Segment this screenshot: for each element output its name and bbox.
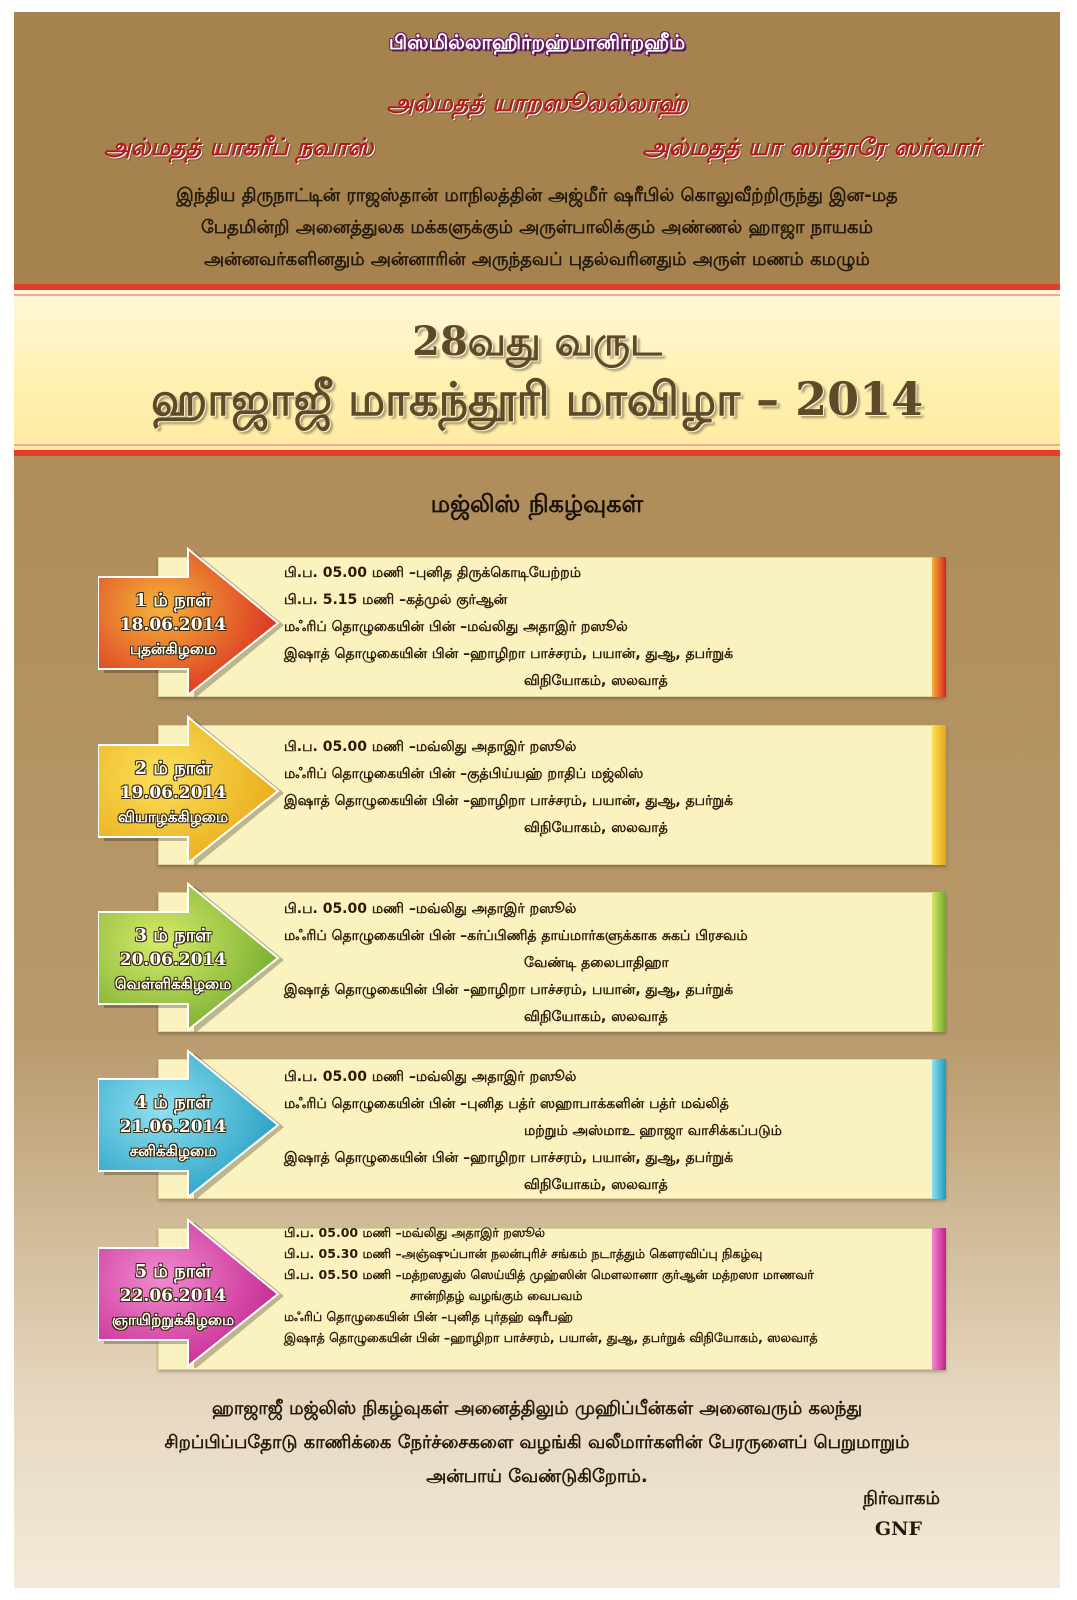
day-date: 19.06.2014 [119, 783, 227, 803]
event-time [284, 815, 524, 842]
event-list [284, 1064, 916, 1199]
day-weekday: ஞாயிற்றுக்கிழமை [111, 1311, 235, 1329]
event-time: மஃரிப் தொழுகையின் பின் – [284, 1309, 448, 1324]
event-row [284, 1285, 916, 1306]
day-number: 1 ம் நாள் [134, 590, 212, 611]
event-description: ஹாழிறா பாச்சரம், பயான், துஆ, தபர்றுக் [470, 646, 734, 662]
event-time: மஃரிப் தொழுகையின் பின் – [284, 766, 468, 782]
event-row [284, 923, 916, 950]
section-heading: மஜ்லிஸ் நிகழ்வுகள் [430, 490, 644, 518]
event-row [284, 668, 916, 695]
event-time: இஷாத் தொழுகையின் பின் – [284, 982, 471, 998]
day-number: 2 ம் நாள் [134, 758, 212, 779]
event-description: ஹாழிறா பாச்சரம், பயான், துஆ, தபர்றுக் விநியோகம், ஸலவாத் [450, 1330, 818, 1345]
day-date: 21.06.2014 [119, 1117, 227, 1137]
event-row [284, 1264, 916, 1285]
event-row [284, 641, 916, 668]
event-description: மவ்லிது அதாஇர் றஸூல் [415, 1069, 577, 1085]
madad-left: அல்மதத் யாகரீப் நவாஸ் [104, 132, 374, 161]
day-card [98, 1218, 946, 1370]
event-description: மவ்லிது அதாஇர் றஸூல் [415, 739, 577, 755]
day-card [98, 1049, 946, 1199]
event-row [284, 1222, 916, 1243]
event-list [284, 896, 916, 1031]
event-title-line2: ஹாஜாஜீ மாகந்தூரி மாவிழா – 2014 [150, 372, 924, 426]
event-description: விநியோகம், ஸலவாத் [524, 820, 668, 836]
event-time: மஃரிப் தொழுகையின் பின் – [284, 619, 468, 635]
event-description: ஹாழிறா பாச்சரம், பயான், துஆ, தபர்றுக் [470, 1150, 734, 1166]
day-label [98, 1260, 248, 1332]
event-row [284, 1243, 916, 1264]
event-time: இஷாத் தொழுகையின் பின் – [284, 646, 471, 662]
event-row [284, 1327, 916, 1348]
event-time: பி.ப. 5.15 மணி – [284, 592, 407, 608]
day-card [98, 715, 946, 865]
event-time [284, 1004, 524, 1031]
event-description: அஞ்ஷுப்பான் நலன்புரிச் சங்கம் நடாத்தும் கௌரவிப்பு நிகழ்வு [401, 1246, 763, 1261]
signature-label: நிர்வாகம் [863, 1488, 940, 1509]
bismillah-heading: பிஸ்மில்லாஹிர்றஹ்மானிர்றஹீம் [388, 30, 686, 54]
footer-text [54, 1392, 1020, 1494]
event-row [284, 614, 916, 641]
day-weekday: புதன்கிழமை [129, 640, 217, 658]
intro-line: இந்திய திருநாட்டின் ராஜஸ்தான் மாநிலத்தின் அஜ்மீர் ஷரீபில் கொலுவீற்றிருந்து இன-மத [176, 185, 898, 206]
day-number: 4 ம் நாள் [134, 1092, 212, 1113]
day-number: 5 ம் நாள் [134, 1261, 212, 1282]
event-time [284, 1118, 524, 1145]
event-description: விநியோகம், ஸலவாத் [524, 673, 668, 689]
event-description: மவ்லிது அதாஇர் றஸூல் [415, 901, 577, 917]
day-date: 18.06.2014 [119, 615, 227, 635]
event-row [284, 761, 916, 788]
header-band [14, 12, 1060, 292]
event-description: ஹாழிறா பாச்சரம், பயான், துஆ, தபர்றுக் [470, 793, 734, 809]
day-date: 22.06.2014 [119, 1286, 227, 1306]
event-time: பி.ப. 05.00 மணி – [284, 565, 416, 581]
event-time: பி.ப. 05.00 மணி – [284, 901, 416, 917]
panel-edge-stripe [932, 725, 946, 865]
event-row [284, 1064, 916, 1091]
day-number: 3 ம் நாள் [134, 925, 212, 946]
event-time: பி.ப. 05.00 மணி – [284, 1069, 416, 1085]
event-row [284, 977, 916, 1004]
day-weekday: சனிக்கிழமை [129, 1142, 217, 1160]
day-card [98, 882, 946, 1032]
event-list [284, 560, 916, 695]
event-time [284, 668, 524, 695]
event-time: பி.ப. 05.00 மணி – [284, 1225, 402, 1240]
day-label [98, 1091, 248, 1163]
event-time: மஃரிப் தொழுகையின் பின் – [284, 1096, 468, 1112]
event-list [284, 734, 916, 842]
title-band [14, 284, 1060, 456]
event-description: ஹாழிறா பாச்சரம், பயான், துஆ, தபர்றுக் [470, 982, 734, 998]
event-time [284, 1285, 410, 1306]
event-description: குத்பிய்யஹ் றாதிப் மஜ்லிஸ் [467, 766, 644, 782]
footer-line: சிறப்பிப்பதோடு காணிக்கை நேர்ச்சைகளை வழங்கி வலீமார்களின் பேரருளைப் பெறுமாறும் [164, 1432, 910, 1453]
event-description: கத்முல் குர்ஆன் [406, 592, 508, 608]
event-row [284, 734, 916, 761]
event-time: மஃரிப் தொழுகையின் பின் – [284, 928, 468, 944]
madad-center: அல்மதத் யாறஸூலல்லாஹ் [386, 88, 688, 117]
event-row [284, 560, 916, 587]
event-row [284, 950, 916, 977]
footer-line: அன்பாய் வேண்டுகிறோம். [426, 1466, 648, 1487]
day-label [98, 589, 248, 661]
event-description: விநியோகம், ஸலவாத் [524, 1177, 668, 1193]
event-description: சான்றிதழ் வழங்கும் வைபவம் [410, 1288, 583, 1303]
day-label [98, 924, 248, 996]
event-row [284, 1306, 916, 1327]
event-description: புனித புர்தஹ் ஷரீபஹ் [447, 1309, 573, 1324]
madad-right: அல்மதத் யா ஸர்தாரே ஸர்வார் [642, 132, 980, 161]
event-time [284, 950, 524, 977]
event-row [284, 1091, 916, 1118]
event-row [284, 1004, 916, 1031]
panel-edge-stripe [932, 557, 946, 697]
event-description: வேண்டி தலைபாதிஹா [524, 955, 669, 971]
day-label [98, 757, 248, 829]
event-time: பி.ப. 05.30 மணி – [284, 1246, 402, 1261]
event-time: பி.ப. 05.50 மணி – [284, 1267, 402, 1282]
day-weekday: வெள்ளிக்கிழமை [114, 975, 232, 993]
intro-text [54, 180, 1020, 276]
event-row [284, 1172, 916, 1199]
event-time [284, 1172, 524, 1199]
day-date: 20.06.2014 [119, 950, 227, 970]
intro-line: பேதமின்றி அனைத்துலக மக்களுக்கும் அருள்பாலிக்கும் அண்ணல் ஹாஜா நாயகம் [200, 217, 874, 238]
event-row [284, 587, 916, 614]
event-row [284, 1145, 916, 1172]
event-description: மத்றஸதுஸ் ஸெய்யித் முஹ்ஸின் மௌலானா குர்ஆன் மத்றஸா மாணவர் [401, 1267, 814, 1282]
event-title-line1: 28வது வருட [412, 318, 662, 365]
event-list [284, 1222, 916, 1348]
event-description: புனித பத்ர் ஸஹாபாக்களின் பத்ர் மவ்லித் [467, 1096, 729, 1112]
panel-edge-stripe [932, 1059, 946, 1199]
event-row [284, 815, 916, 842]
day-card [98, 547, 946, 697]
day-weekday: வியாழக்கிழமை [117, 808, 229, 826]
organization-name: GNF [874, 1518, 922, 1540]
event-row [284, 896, 916, 923]
event-time: இஷாத் தொழுகையின் பின் – [284, 793, 471, 809]
panel-edge-stripe [932, 892, 946, 1032]
event-description: கர்ப்பிணித் தாய்மார்களுக்காக சுகப் பிரசவம் [467, 928, 748, 944]
event-time: பி.ப. 05.00 மணி – [284, 739, 416, 755]
event-description: மவ்லிது அதாஇர் றஸூல் [467, 619, 628, 635]
event-row [284, 1118, 916, 1145]
event-description: மவ்லிது அதாஇர் றஸூல் [401, 1225, 546, 1240]
intro-line: அன்னவர்களினதும் அன்னாரின் அருந்தவப் புதல்வரினதும் அருள் மணம் கமழும் [204, 249, 870, 270]
event-time: இஷாத் தொழுகையின் பின் – [284, 1150, 471, 1166]
poster [14, 12, 1060, 1588]
footer-line: ஹாஜாஜீ மஜ்லிஸ் நிகழ்வுகள் அனைத்திலும் முஹிப்பீன்கள் அனைவரும் கலந்து [211, 1398, 863, 1419]
event-description: மற்றும் அஸ்மாஉ ஹாஜா வாசிக்கப்படும் [524, 1123, 782, 1139]
panel-edge-stripe [932, 1228, 946, 1370]
event-time: இஷாத் தொழுகையின் பின் – [284, 1330, 451, 1345]
event-description: புனித திருக்கொடியேற்றம் [415, 565, 581, 581]
event-description: விநியோகம், ஸலவாத் [524, 1009, 668, 1025]
event-row [284, 788, 916, 815]
